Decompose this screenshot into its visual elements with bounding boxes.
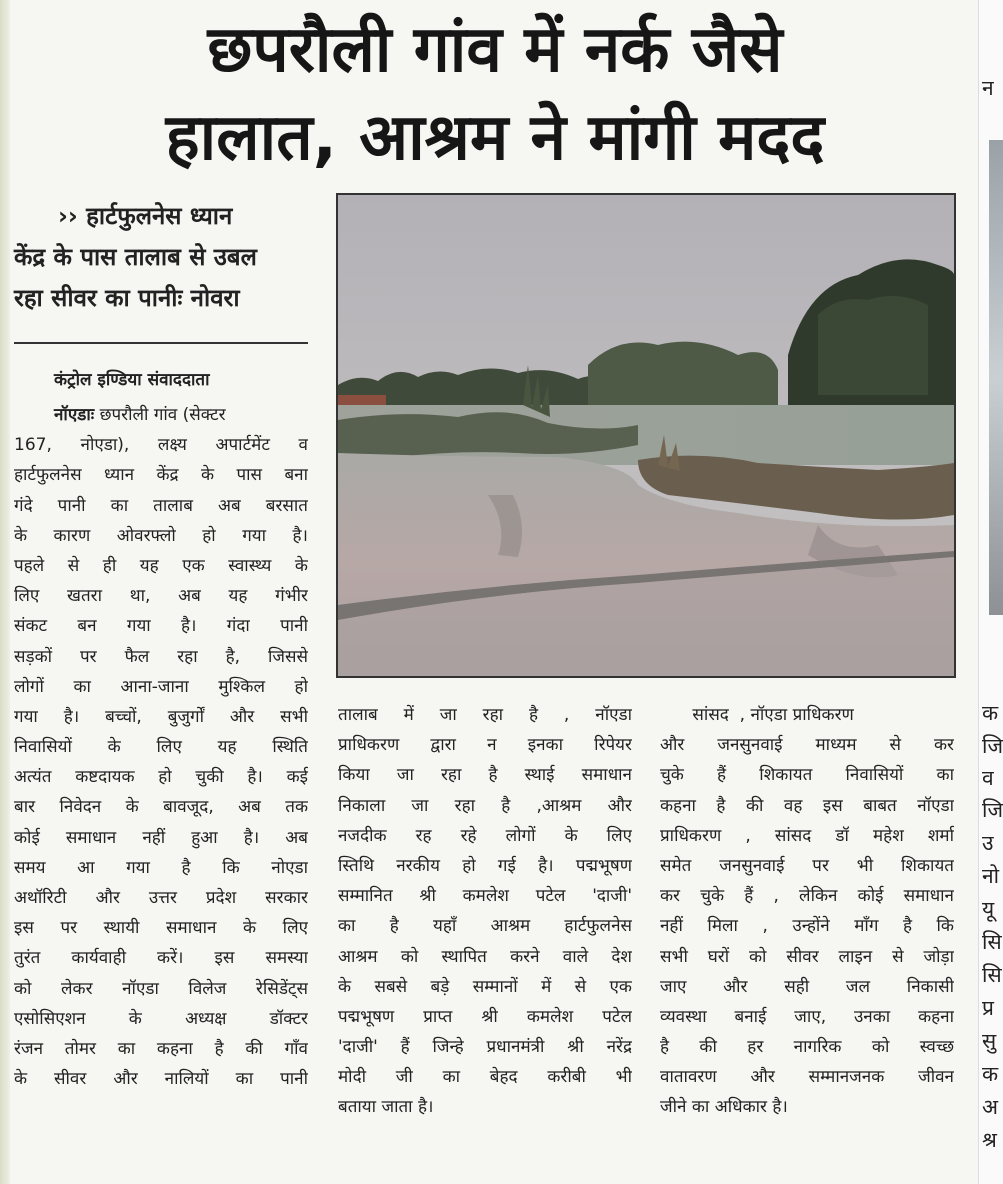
column-1-line: के कारण ओवरफ्लो हो गया है। — [14, 525, 308, 546]
column-1-line-1: नॉएडाः छपरौली गांव (सेक्टर — [54, 405, 226, 425]
adjacent-fragment: व — [982, 766, 994, 790]
column-1-line: निवासियों के लिए यह स्थिति — [14, 737, 308, 758]
column-2-line: का है यहाँ आश्रम हार्टफुलनेस — [338, 916, 632, 937]
adjacent-fragment: उ — [982, 831, 994, 855]
adjacent-fragment: क — [982, 1062, 999, 1086]
adjacent-fragment: न — [982, 76, 994, 100]
adjacent-fragment: प्र — [982, 996, 994, 1020]
article-column-1 — [14, 400, 308, 1094]
column-1-line: अत्यंत कष्टदायक हो चुकी है। कई — [14, 767, 308, 788]
column-1-line: को लेकर नॉएडा विलेज रेसिडेंट्स — [14, 978, 308, 999]
subheadline — [14, 196, 314, 319]
column-3-line: है की हर नागरिक को स्वच्छ — [660, 1037, 954, 1058]
column-1-line: संकट बन गया है। गंदा पानी — [14, 616, 308, 637]
column-1-line: गया है। बच्चों, बुजुर्गों और सभी — [14, 706, 308, 727]
column-2-line: तालाब में जा रहा है , नॉएडा — [338, 705, 632, 725]
column-1-line: समय आ गया है कि नोएडा — [14, 857, 308, 878]
headline — [15, 6, 975, 182]
column-3-line: चुके हैं शिकायत निवासियों का — [660, 765, 954, 786]
byline: कंट्रोल इण्डिया संवाददाता — [54, 370, 210, 390]
subheadline-line-3: रहा सीवर का पानीः नोवरा — [14, 284, 240, 312]
column-3-line: समेत जनसुनवाई पर भी शिकायत — [660, 855, 954, 876]
column-3-line: वातावरण और सम्मानजनक जीवन — [660, 1067, 954, 1088]
column-1-line: अथॉरिटी और उत्तर प्रदेश सरकार — [14, 888, 308, 908]
dateline: नॉएडाः — [54, 405, 95, 425]
adjacent-fragment: श्र — [982, 1128, 997, 1152]
column-1-line: इस पर स्थायी समाधान के लिए — [14, 918, 308, 939]
column-3-line: सभी घरों को सीवर लाइन से जोड़ा — [660, 946, 954, 967]
column-1-line: हार्टफुलनेस ध्यान केंद्र के पास बना — [14, 465, 308, 486]
adjacent-fragment: सि — [982, 963, 1002, 987]
adjacent-fragment: सि — [982, 930, 1002, 954]
column-3-line: कहना है की वह इस बाबत नॉएडा — [660, 795, 954, 816]
column-2-line: किया जा रहा है स्थाई समाधान — [338, 765, 632, 786]
column-2-line: आश्रम को स्थापित करने वाले देश — [338, 946, 632, 967]
article-column-3 — [660, 700, 954, 1123]
adjacent-fragment: क — [982, 701, 999, 725]
column-2-line: स्तिथि नरकीय हो गई है। पद्मभूषण — [338, 855, 632, 876]
column-3-line: नहीं मिला , उन्होंने माँग है कि — [660, 916, 954, 937]
column-2-line: के सबसे बड़े सम्मानों में से एक — [338, 976, 632, 997]
column-2-line: बताया जाता है। — [338, 1097, 434, 1118]
column-2-line: मोदी जी का बेहद करीबी भी — [338, 1067, 632, 1088]
column-3-line: सांसद , नॉएडा प्राधिकरण — [660, 705, 854, 725]
column-3-line: प्राधिकरण , सांसद डॉ महेश शर्मा — [660, 825, 954, 846]
column-3-line: और जनसुनवाई माध्यम से कर — [660, 735, 954, 756]
column-1-line: बार निवेदन के बावजूद, अब तक — [14, 797, 308, 818]
adjacent-fragment: अ — [982, 1095, 999, 1119]
subheadline-line-1: ›› हार्टफुलनेस ध्यान — [58, 202, 233, 230]
column-3-line: व्यवस्था बनाई जाए, उनका कहना — [660, 1006, 954, 1027]
column-3-line: जाए और सही जल निकासी — [660, 976, 954, 997]
column-1-line: लोगों का आना-जाना मुश्किल हो — [14, 676, 308, 697]
column-1-line: गंदे पानी का तालाब अब बरसात — [14, 495, 308, 516]
column-1-line: एसोसिएशन के अध्यक्ष डॉक्टर — [14, 1008, 308, 1029]
article-column-2 — [338, 700, 632, 1123]
column-2-line: 'दाजी' हैं जिन्हे प्रधानमंत्री श्री नरेंद्र — [338, 1037, 632, 1058]
adjacent-fragment: जि — [982, 734, 1003, 758]
page-left-edge — [0, 0, 10, 1184]
column-1-line: 167, नोएडा), लक्ष्य अपार्टमेंट व — [14, 435, 308, 456]
column-1-line: सड़कों पर फैल रहा है, जिससे — [14, 646, 308, 667]
column-1-line: लिए खतरा था, अब यह गंभीर — [14, 586, 308, 607]
column-2-line: नजदीक रह रहे लोगों के लिए — [338, 825, 632, 846]
column-1-line: के सीवर और नालियों का पानी — [14, 1069, 308, 1090]
adjacent-article-edge — [978, 0, 1003, 1184]
column-1-line: तुरंत कार्यवाही करें। इस समस्या — [14, 948, 308, 969]
headline-line-2: हालात, आश्रम ने मांगी मदद — [165, 101, 825, 175]
divider-rule — [14, 342, 308, 344]
column-1-line: पहले से ही यह एक स्वास्थ्य के — [14, 555, 308, 576]
column-3-line: जीने का अधिकार है। — [660, 1097, 788, 1118]
adjacent-fragment: यू — [982, 897, 995, 921]
headline-line-1: छपरौली गांव में नर्क जैसे — [207, 13, 783, 87]
column-2-line: सम्मानित श्री कमलेश पटेल 'दाजी' — [338, 886, 632, 907]
flooded-pond-photo — [336, 193, 956, 678]
adjacent-fragment: नो — [982, 864, 1000, 888]
subheadline-line-2: केंद्र के पास तालाब से उबल — [14, 243, 257, 271]
adjacent-fragment: जि — [982, 798, 1003, 822]
column-1-line: कोई समाधान नहीं हुआ है। अब — [14, 827, 308, 848]
column-1-line: रंजन तोमर का कहना है की गाँव — [14, 1038, 308, 1059]
adjacent-photo-edge — [989, 140, 1003, 615]
column-3-line: कर चुके हैं , लेकिन कोई समाधान — [660, 886, 954, 907]
column-2-line: प्राधिकरण द्वारा न इनका रिपेयर — [338, 735, 632, 756]
column-2-line: निकाला जा रहा है ,आश्रम और — [338, 795, 632, 816]
adjacent-fragment: सु — [982, 1029, 997, 1053]
column-2-line: पद्मभूषण प्राप्त श्री कमलेश पटेल — [338, 1006, 632, 1027]
